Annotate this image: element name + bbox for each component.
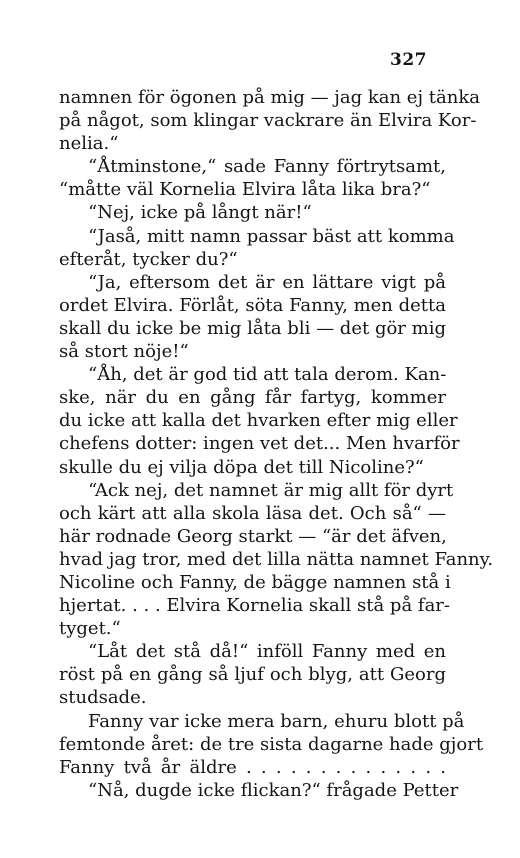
body-text <box>59 86 494 802</box>
text-line: skulle du ej vilja döpa det till Nicoline?“ <box>59 456 424 478</box>
text-line: så stort nöje!“ <box>59 341 189 363</box>
text-line: och kärt att alla skola läsa det. Och så“ — <box>59 502 446 524</box>
text-line: “Åh, det är god tid att tala derom. Kan- <box>88 364 447 386</box>
text-line: tyget.“ <box>59 618 121 640</box>
text-line: hvad jag tror, med det lilla nätta namnet Fanny. <box>59 548 494 570</box>
text-line: “Ja, eftersom det är en lättare vigt på <box>88 271 446 293</box>
text-line: efteråt, tycker du?“ <box>59 248 238 270</box>
text-line: “Låt det stå då!“ inföll Fanny med en <box>88 641 446 663</box>
text-line: “Jaså, mitt namn passar bäst att komma <box>88 225 455 247</box>
text-line: ordet Elvira. Förlåt, söta Fanny, men detta <box>59 294 446 316</box>
text-line: på något, som klingar vackrare än Elvira Kor- <box>59 110 477 132</box>
text-line: “Nå, dugde icke flickan?“ frågade Petter <box>88 779 459 801</box>
text-line: studsade. <box>59 687 147 709</box>
text-line: nelia.“ <box>59 133 119 155</box>
text-line: du icke att kalla det hvarken efter mig eller <box>59 410 458 432</box>
text-line: “Ack nej, det namnet är mig allt för dyrt <box>88 479 454 501</box>
text-line: Fanny två år äldre . . . . . . . . . . . . . . <box>59 756 446 778</box>
page-number: 327 <box>390 50 427 70</box>
text-line: chefens dotter: ingen vet det... Men hvarför <box>59 433 460 455</box>
text-line: hjertat. . . . Elvira Kornelia skall stå på far- <box>59 595 450 617</box>
text-line: femtonde året: de tre sista dagarne hade gjort <box>59 733 484 755</box>
text-line: “måtte väl Kornelia Elvira låta lika bra?“ <box>59 179 431 201</box>
text-line: “Nej, icke på långt när!“ <box>88 202 312 224</box>
text-line: Fanny var icke mera barn, ehuru blott på <box>88 710 465 732</box>
text-line: Nicoline och Fanny, de bägge namnen stå i <box>59 571 451 593</box>
text-line: röst på en gång så ljuf och blyg, att Georg <box>59 664 446 686</box>
text-line: ske, när du en gång får fartyg, kommer <box>59 387 446 409</box>
text-line: skall du icke be mig låta bli — det gör mig <box>59 317 446 339</box>
text-line: här rodnade Georg starkt — “är det äfven, <box>59 525 447 547</box>
text-line: namnen för ögonen på mig — jag kan ej tänka <box>59 87 480 108</box>
text-line: “Åtminstone,“ sade Fanny förtrytsamt, <box>88 156 446 178</box>
